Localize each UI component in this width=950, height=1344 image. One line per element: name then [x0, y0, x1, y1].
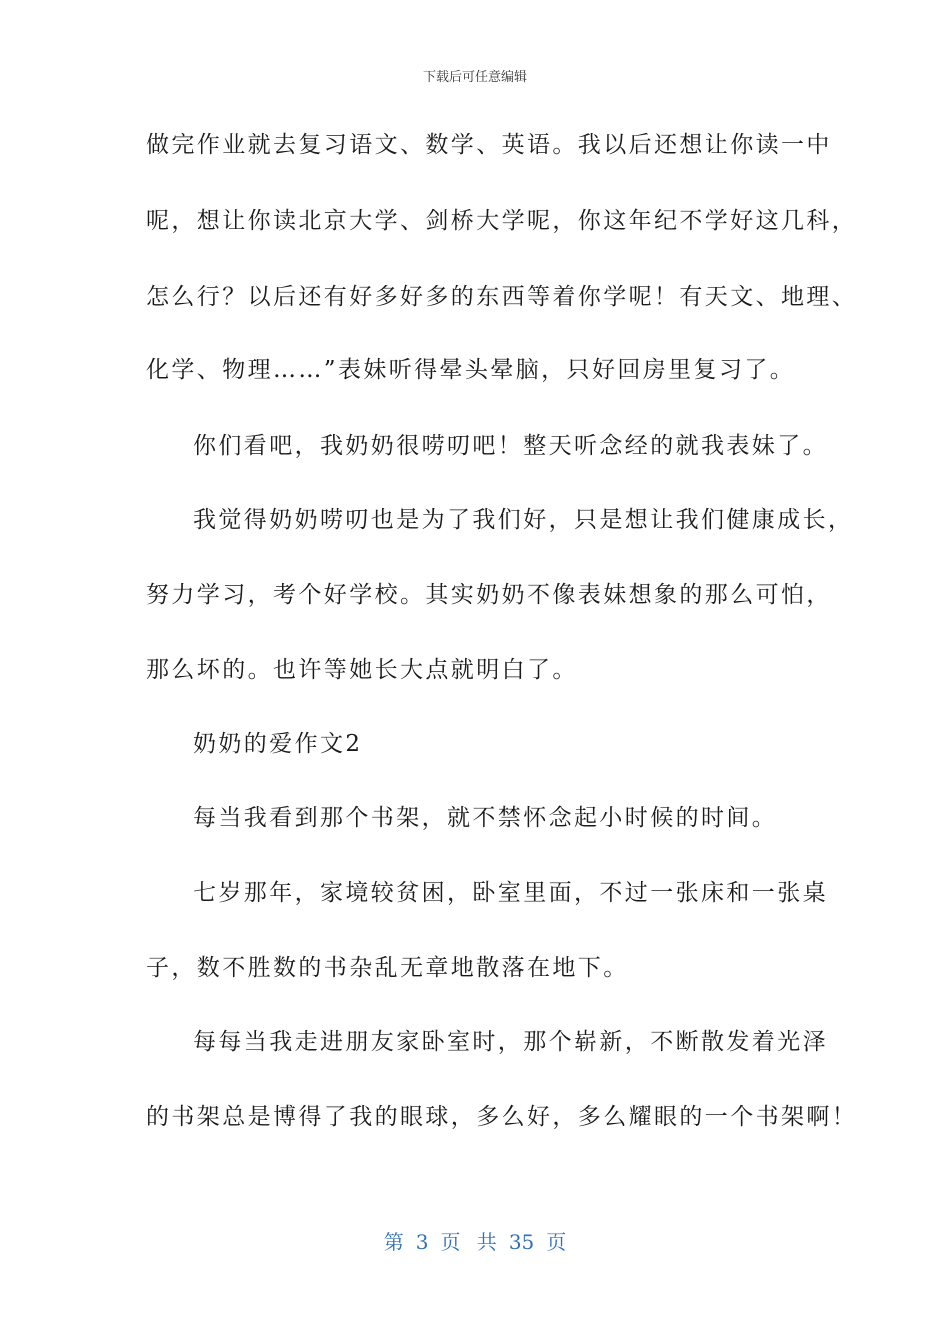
- body-line: 化学、物理……”表妹听得晕头晕脑，只好回房里复习了。: [146, 357, 796, 383]
- body-line: 子，数不胜数的书杂乱无章地散落在地下。: [146, 955, 629, 981]
- total-pages: 35: [508, 1230, 535, 1254]
- body-line: 做完作业就去复习语文、数学、英语。我以后还想让你读一中: [146, 132, 832, 158]
- body-line: 努力学习，考个好学校。其实奶奶不像表妹想象的那么可怕，: [146, 582, 832, 608]
- body-line: 七岁那年，家境较贫困，卧室里面，不过一张床和一张桌: [193, 880, 828, 906]
- body-line: 的书架总是博得了我的眼球，多么好，多么耀眼的一个书架啊！: [146, 1104, 858, 1130]
- body-line: 我觉得奶奶唠叨也是为了我们好，只是想让我们健康成长，: [193, 507, 854, 533]
- page-header-note: 下载后可任意编辑: [422, 70, 527, 85]
- body-line: 每每当我走进朋友家卧室时，那个崭新，不断散发着光泽: [193, 1029, 828, 1055]
- page-mid: 页 共: [440, 1230, 497, 1254]
- page-prefix: 第: [383, 1230, 404, 1254]
- body-line: 每当我看到那个书架，就不禁怀念起小时候的时间。: [193, 805, 778, 831]
- page-footer: [0, 1226, 950, 1255]
- body-line: 你们看吧，我奶奶很唠叨吧！整天听念经的就我表妹了。: [193, 433, 828, 459]
- body-line: 怎么行？以后还有好多好多的东西等着你学呢！有天文、地理、: [146, 284, 858, 310]
- body-line: 那么坏的。也许等她长大点就明白了。: [146, 657, 578, 683]
- page-suffix: 页: [546, 1230, 567, 1254]
- page-number: 3: [415, 1230, 429, 1254]
- body-line: 呢，想让你读北京大学、剑桥大学呢，你这年纪不学好这几科，: [146, 208, 858, 234]
- section-heading: 奶奶的爱作文2: [193, 731, 363, 757]
